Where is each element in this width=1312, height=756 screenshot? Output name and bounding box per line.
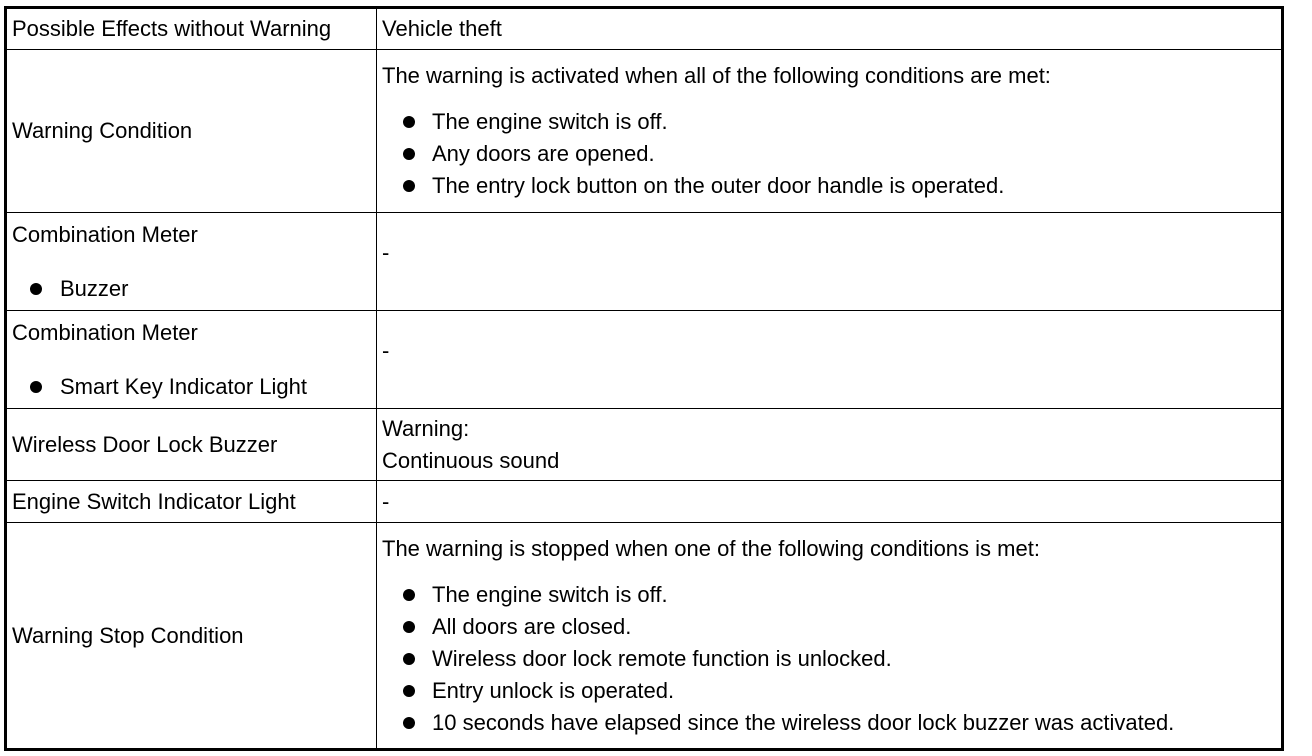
stop-condition-list (382, 579, 1281, 739)
list-item: Smart Key Indicator Light (26, 371, 376, 403)
label-meter-buzzer (6, 213, 377, 311)
stop-condition-intro: The warning is stopped when one of the following conditions is met: (382, 536, 1040, 561)
list-item: All doors are closed. (400, 611, 1281, 643)
meter-buzzer-dash: - (382, 239, 390, 265)
list-item: The engine switch is off. (400, 579, 1281, 611)
table-row-engine-light (6, 481, 1283, 523)
list-item: The engine switch is off. (400, 106, 1281, 138)
list-item: Entry unlock is operated. (400, 675, 1281, 707)
table-row-stop-condition (6, 523, 1283, 750)
wireless-buzzer-line2: Continuous sound (382, 447, 560, 473)
label-meter-light (6, 311, 377, 409)
table-row-wireless-buzzer (6, 409, 1283, 481)
meter-buzzer-title: Combination Meter (12, 221, 198, 247)
label-effects: Possible Effects without Warning (6, 8, 377, 50)
table-row-meter-light (6, 311, 1283, 409)
table-row-effects (6, 8, 1283, 50)
label-wireless-buzzer: Wireless Door Lock Buzzer (6, 409, 377, 481)
wireless-buzzer-line1: Warning: (382, 415, 470, 441)
meter-light-dash: - (382, 337, 390, 363)
meter-buzzer-sublist (12, 273, 376, 305)
list-item: 10 seconds have elapsed since the wireless door lock buzzer was activated. (400, 707, 1281, 739)
table-row-warning-condition (6, 50, 1283, 213)
list-item: The entry lock button on the outer door handle is operated. (400, 170, 1281, 202)
value-meter-buzzer (377, 213, 1283, 311)
list-item: Any doors are opened. (400, 138, 1281, 170)
warning-condition-intro: The warning is activated when all of the following conditions are met: (382, 63, 1051, 88)
table-row-meter-buzzer (6, 213, 1283, 311)
meter-light-sublist (12, 371, 376, 403)
warning-spec-table (4, 6, 1284, 751)
value-engine-light: - (377, 481, 1283, 523)
value-stop-condition (377, 523, 1283, 750)
label-stop-condition: Warning Stop Condition (6, 523, 377, 750)
value-wireless-buzzer (377, 409, 1283, 481)
value-meter-light (377, 311, 1283, 409)
value-effects: Vehicle theft (377, 8, 1283, 50)
list-item: Buzzer (26, 273, 376, 305)
label-warning-condition: Warning Condition (6, 50, 377, 213)
label-engine-light: Engine Switch Indicator Light (6, 481, 377, 523)
value-warning-condition (377, 50, 1283, 213)
meter-light-title: Combination Meter (12, 319, 198, 345)
warning-condition-list (382, 106, 1281, 202)
list-item: Wireless door lock remote function is unlocked. (400, 643, 1281, 675)
